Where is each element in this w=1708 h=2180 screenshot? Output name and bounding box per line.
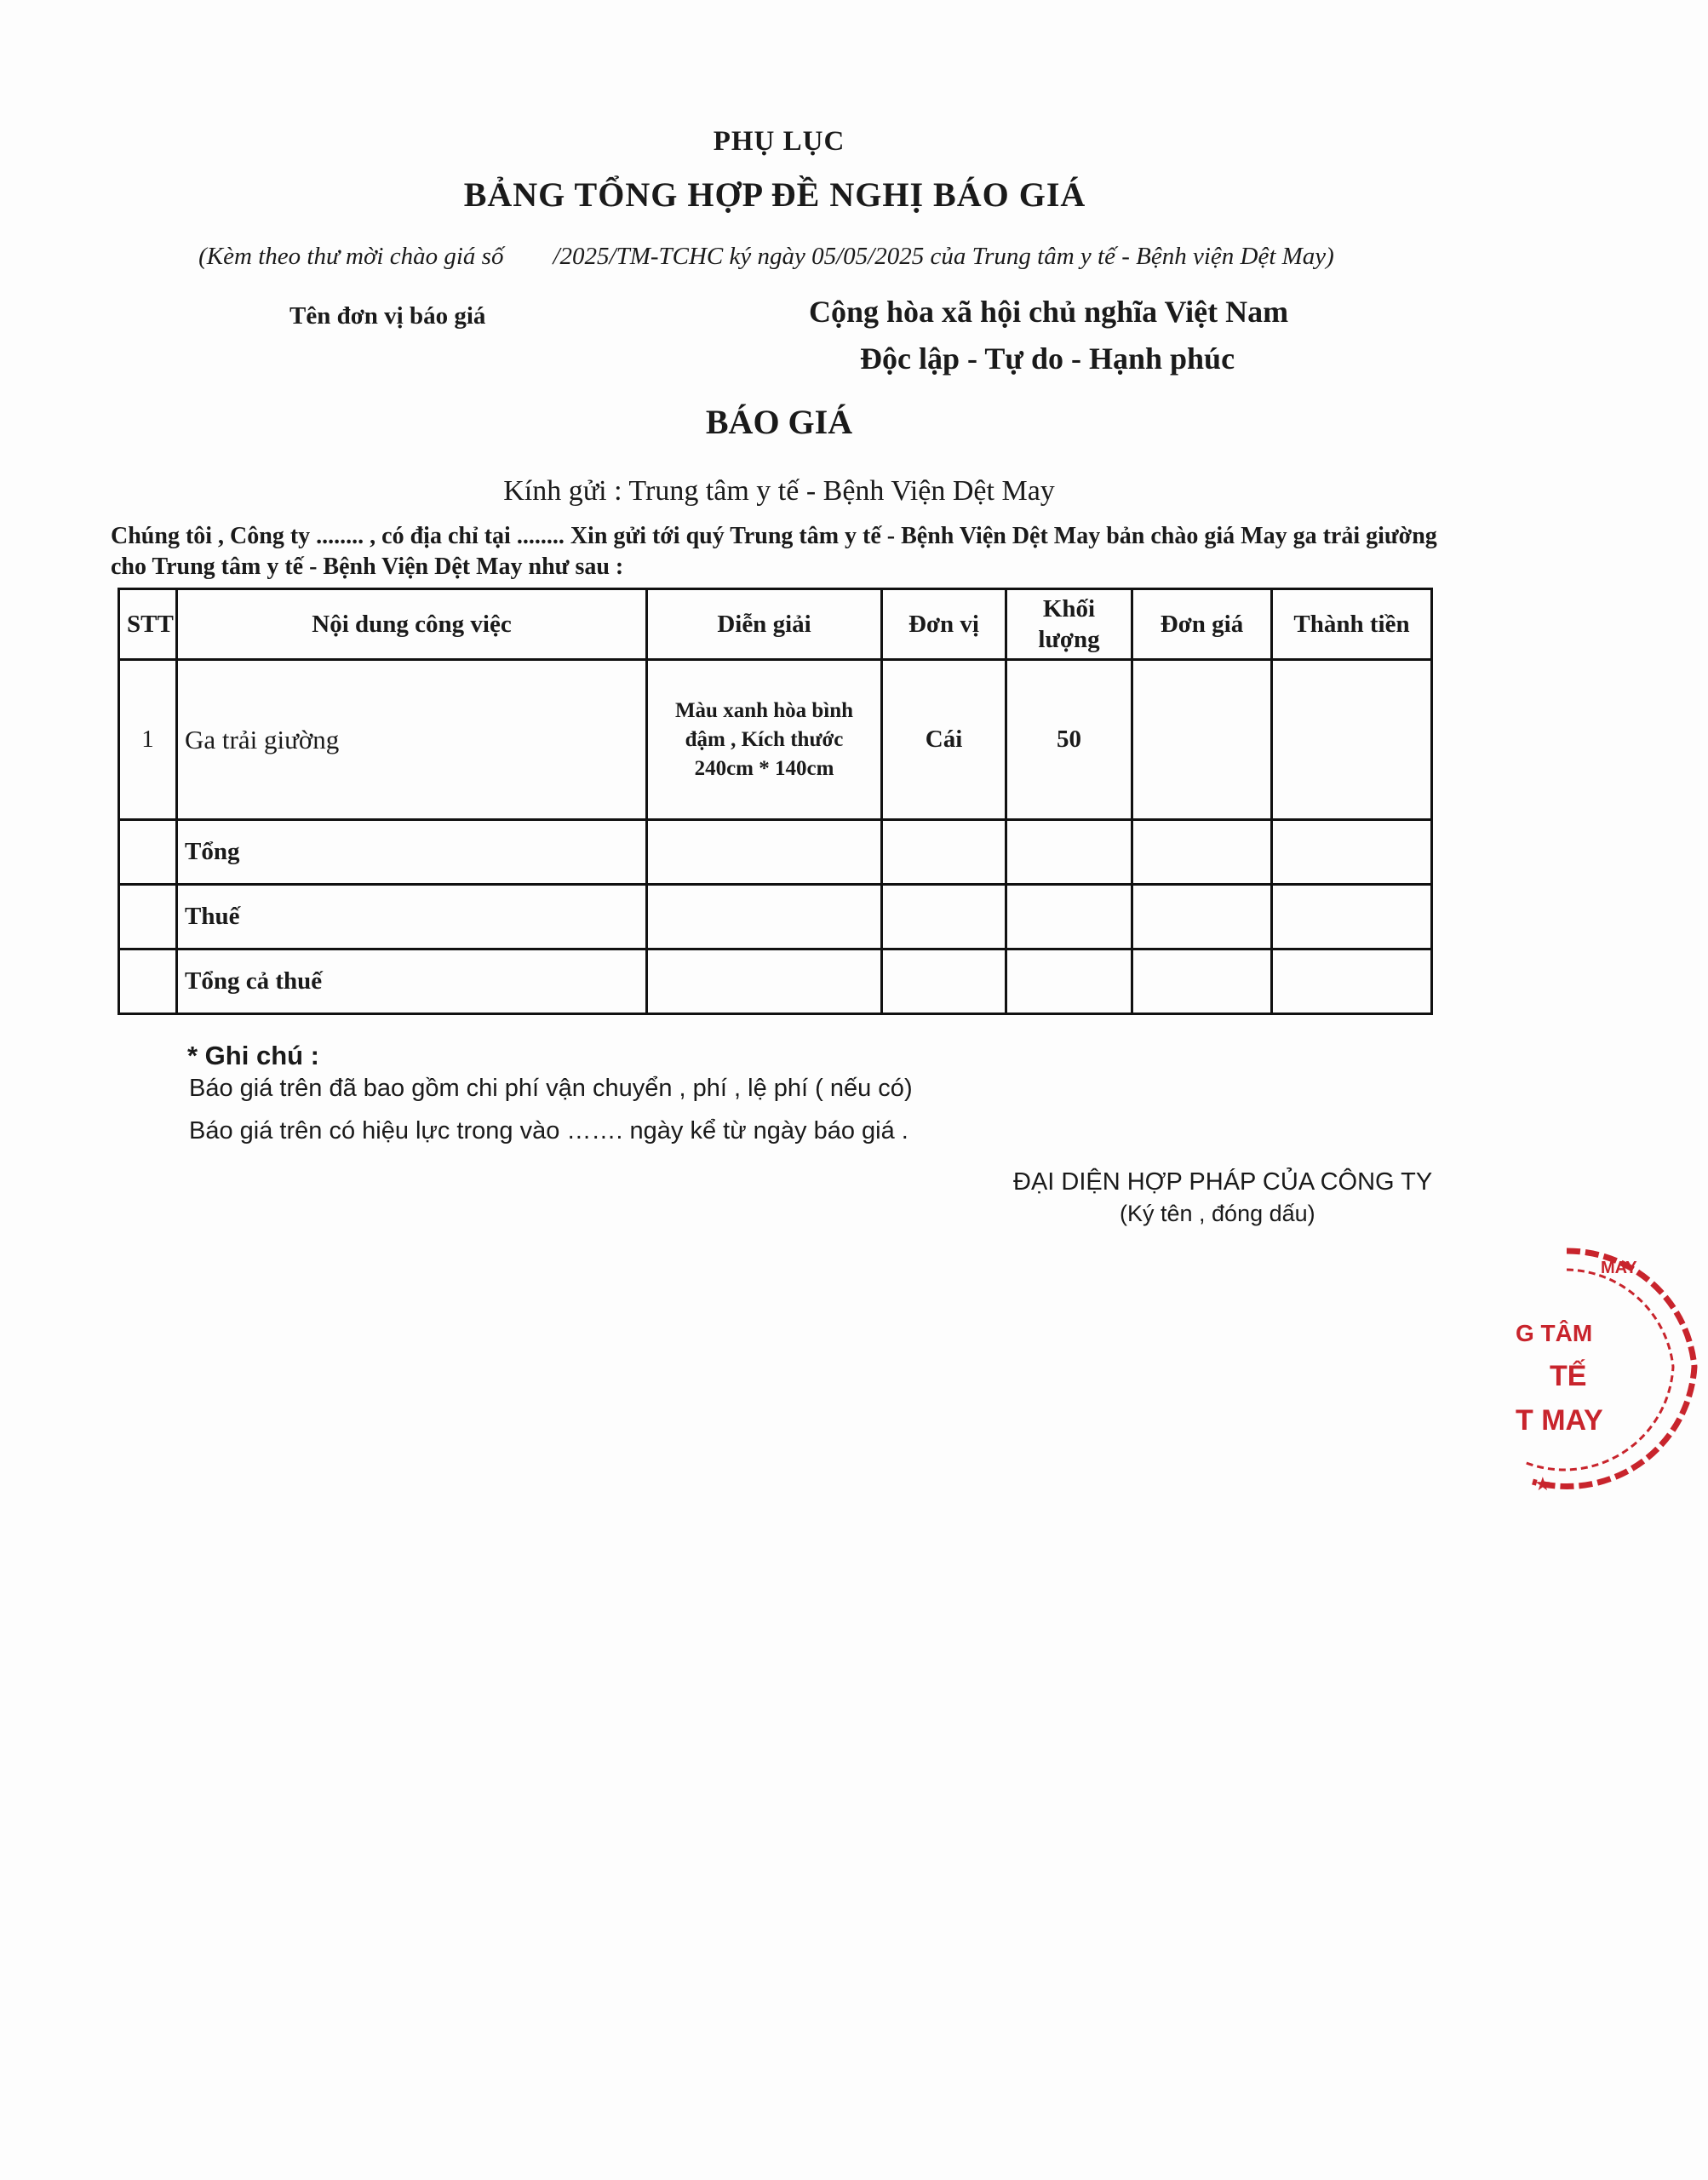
empty-cell [1272,949,1432,1014]
row-description: Màu xanh hòa bình đậm , Kích thước 240cm * 140cm [647,660,882,820]
company-seal [1516,1239,1708,1512]
row-unit: Cái [882,660,1006,820]
empty-cell [882,949,1006,1014]
header-quantity: Khối lượng [1006,589,1132,660]
empty-cell [1132,949,1272,1014]
empty-cell [1272,820,1432,885]
attachment-note: (Kèm theo thư mời chào giá số /2025/TM-TCHC ký ngày 05/05/2025 của Trung tâm y tế - Bệnh viện Dệt May) [198,243,1334,270]
seal-text: MAY [1601,1259,1637,1277]
seal-star-icon: ★ [1534,1474,1551,1495]
vendor-label: Tên đơn vị báo giá [289,302,486,330]
seal-text: T MAY [1516,1404,1603,1437]
header-content: Nội dung công việc [177,589,647,660]
row-amount [1272,660,1432,820]
empty-cell [119,949,177,1014]
empty-cell [882,820,1006,885]
seal-text: G TÂM [1516,1320,1593,1346]
notes-title: * Ghi chú : [187,1041,319,1070]
table-row-total [119,820,1432,885]
appendix-title: PHỤ LỤC [713,126,845,157]
empty-cell [1006,949,1132,1014]
row-stt: 1 [119,660,177,820]
row-content: Ga trải giường [177,660,647,820]
empty-cell [647,820,882,885]
intro-paragraph: Chúng tôi , Công ty ........ , có địa chỉ tại ........ Xin gửi tới quý Trung tâm y tế - Bệnh Viện Dệt May bản chào giá May ga trải giường cho Trung tâm y tế - Bệnh Viện Dệt May như sau : [111,523,1437,580]
note-item: Báo giá trên đã bao gồm chi phí vận chuyển , phí , lệ phí ( nếu có) [189,1075,913,1102]
recipient-line: Kính gửi : Trung tâm y tế - Bệnh Viện Dệt May [503,475,1055,507]
country-motto: Độc lập - Tự do - Hạnh phúc [860,341,1235,376]
empty-cell [1006,820,1132,885]
signature-title: ĐẠI DIỆN HỢP PHÁP CỦA CÔNG TY [1013,1168,1433,1196]
note-item: Báo giá trên có hiệu lực trong vào ……. ngày kể từ ngày báo giá . [189,1117,908,1144]
quote-table [117,588,1433,1015]
seal-text: TẾ [1550,1360,1587,1392]
row-quantity: 50 [1006,660,1132,820]
empty-cell [1006,885,1132,949]
row-unit-price [1132,660,1272,820]
header-unit: Đơn vị [882,589,1006,660]
header-stt: STT [119,589,177,660]
signature-note: (Ký tên , đóng dấu) [1120,1201,1315,1226]
table-row-total-with-tax [119,949,1432,1014]
table-header-row [119,589,1432,660]
empty-cell [1272,885,1432,949]
header-unit-price: Đơn giá [1132,589,1272,660]
empty-cell [647,885,882,949]
empty-cell [647,949,882,1014]
country-name: Cộng hòa xã hội chủ nghĩa Việt Nam [809,295,1289,329]
empty-cell [1132,820,1272,885]
summary-label: Thuế [177,885,647,949]
empty-cell [1132,885,1272,949]
table-row [119,660,1432,820]
empty-cell [119,885,177,949]
header-amount: Thành tiền [1272,589,1432,660]
table-row-tax [119,885,1432,949]
empty-cell [119,820,177,885]
summary-label: Tổng [177,820,647,885]
header-description: Diễn giải [647,589,882,660]
empty-cell [882,885,1006,949]
summary-title: BẢNG TỔNG HỢP ĐỀ NGHỊ BÁO GIÁ [463,175,1086,214]
summary-label: Tổng cả thuế [177,949,647,1014]
quote-title: BÁO GIÁ [705,403,853,441]
